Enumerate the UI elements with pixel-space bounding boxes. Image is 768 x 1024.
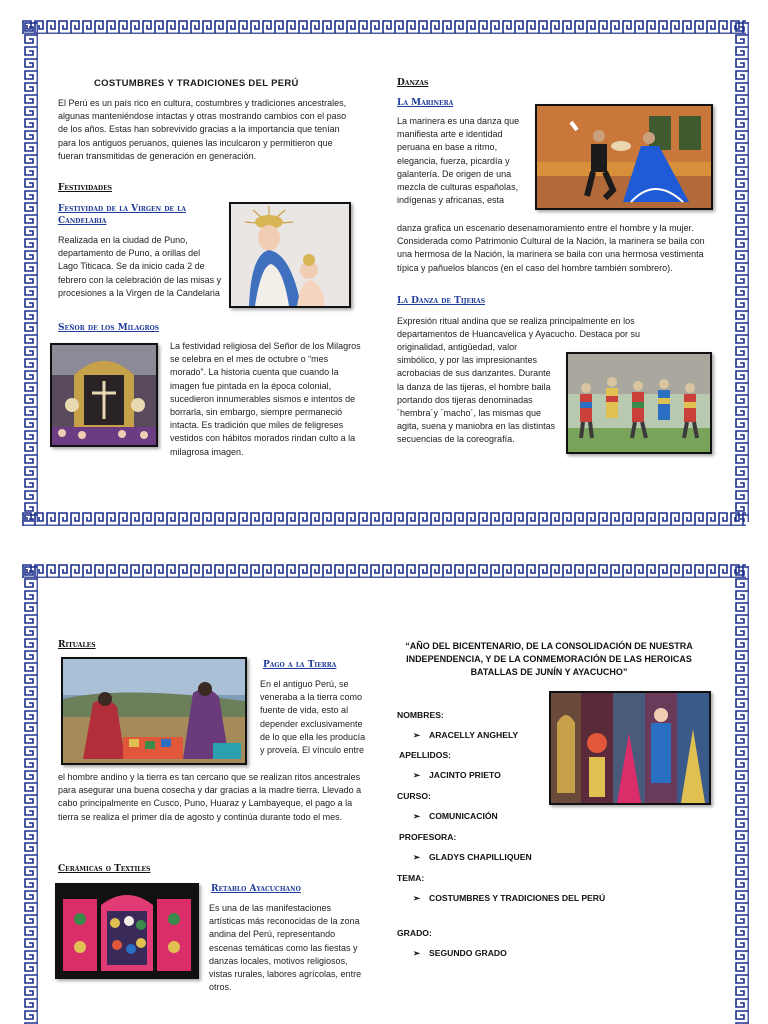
info-bullet-icon: ➢ bbox=[413, 852, 421, 862]
info-value: GLADYS CHAPILLIQUEN bbox=[429, 852, 532, 862]
page-title: COSTUMBRES Y TRADICIONES DEL PERÚ bbox=[94, 78, 299, 89]
rituales-heading: Rituales bbox=[58, 640, 96, 650]
info-label: TEMA: bbox=[397, 873, 425, 883]
pago-tierra-text-b: el hombre andino y la tierra es tan cercano que se realizan ritos ancestrales para asegurar una buena cosecha y dar gracias a la madre tierra. Llevado a cabo principalmente en Cusco, Puno, Huaraz y Lambayeque, el pago a la tierra se realiza el primer día de agosto y continúa durante todo el mes. bbox=[58, 772, 362, 822]
danza-tijeras-image bbox=[566, 352, 712, 454]
candelaria-text: Realizada en la ciudad de Puno, departamento de Puno, a orillas del Lago Titicaca. Se da inicio cada 2 de febrero con la celebración de las misas y procesiones a la Virgen de la Candelaria bbox=[58, 235, 222, 298]
info-bullet-icon: ➢ bbox=[413, 730, 421, 740]
tijeras-text-b: originalidad, antigüedad, valor simbólico, y por las impresionantes acrobacias de sus danzantes. Durante la danza de las tijeras, el hombre baila portando dos tijeras denominadas ´hembra´y ´macho´, las mismas que agita, suena y maniobra en las distintas secuencias de la coreografía. bbox=[397, 342, 556, 445]
ceramicas-heading: Cerámicas o Textiles bbox=[58, 864, 151, 874]
retablo-title: Retablo Ayacuchano bbox=[211, 884, 301, 894]
marinera-title: La Marinera bbox=[397, 98, 454, 108]
pago-tierra-image bbox=[61, 657, 247, 765]
tijeras-text-a: Expresión ritual andina que se realiza principalmente en los departamentos de Huancavelica y Ayacucho. Destaca por su bbox=[397, 316, 640, 340]
info-value: JACINTO PRIETO bbox=[429, 770, 501, 780]
senor-milagros-image bbox=[50, 343, 158, 447]
greek-border-right bbox=[733, 22, 749, 522]
intro-paragraph: El Perú es un país rico en cultura, costumbres y tradiciones ancestrales, algunas manteniéndose intactas y otras mostrando cambios con el paso de los años. Estas han sobrevivido gracias a la importancia que tenían para los antiguos peruanos, quienes las inculcaron y permitieron que fueran transmitidas de generación en generación. bbox=[58, 98, 347, 161]
milagros-text: La festividad religiosa del Señor de los Milagros se celebra en el mes de octubre o “mes morado”. La historia cuenta que cuando la imagen fue pintada en la época colonial, sucedieron innumerables sismos e intentos de borrarla, sin embargo, siempre permaneció intacta. Es tradición que miles de feligreses vestidos con hábitos morados rindan culto a la milagrosa imagen. bbox=[170, 341, 361, 457]
brochure-page-2 bbox=[0, 560, 768, 1024]
pago-tierra-title: Pago a la Tierra bbox=[263, 660, 337, 670]
info-label: PROFESORA: bbox=[399, 832, 457, 842]
virgen-candelaria-image bbox=[229, 202, 351, 308]
danzas-heading: Danzas bbox=[397, 78, 429, 88]
info-bullet-icon: ➢ bbox=[413, 811, 421, 821]
info-bullet-icon: ➢ bbox=[413, 948, 421, 958]
info-value: ARACELLY ANGHELY bbox=[429, 730, 519, 740]
info-label: CURSO: bbox=[397, 791, 431, 801]
marinera-text-b: danza grafica un escenario desenamoramiento entre el hombre y la mujer. Considerada como Patrimonio Cultural de la Nación, la marinera se baila con una hermosa de la Nación, la marinera se baila con una hermosa vestimenta típica y pañuelos blancos (en el caso del hombre también sombrero). bbox=[397, 223, 705, 273]
info-label: NOMBRES: bbox=[397, 710, 444, 720]
marinera-dance-image bbox=[535, 104, 713, 210]
peru-collage-image bbox=[549, 691, 711, 805]
info-bullet-icon: ➢ bbox=[413, 770, 421, 780]
info-bullet-icon: ➢ bbox=[413, 893, 421, 903]
info-label: GRADO: bbox=[397, 928, 432, 938]
info-value: SEGUNDO GRADO bbox=[429, 948, 507, 958]
tijeras-title: La Danza de Tijeras bbox=[397, 296, 486, 306]
festividades-heading: Festividades bbox=[58, 183, 112, 193]
info-label: APELLIDOS: bbox=[399, 750, 452, 760]
retablo-text: Es una de las manifestaciones artísticas más reconocidas de la zona andina del Perú, representando escenas temáticas como las fiestas y danzas locales, motivos religiosos, vistas rurales, labores agrícolas, entre otros. bbox=[209, 903, 362, 993]
bicentenario-motto: “AÑO DEL BICENTENARIO, DE LA CONSOLIDACIÓN DE NUESTRA INDEPENDENCIA, Y DE LA CONMEMORACIÓN DE LAS HEROICAS BATALLAS DE JUNÍN Y AYACUCHO” bbox=[405, 641, 693, 677]
candelaria-title: Festividad de la Virgen de la Candelaria bbox=[58, 204, 187, 226]
greek-border-top bbox=[22, 562, 746, 578]
info-value: COSTUMBRES Y TRADICIONES DEL PERÚ bbox=[429, 893, 606, 903]
greek-border-top bbox=[22, 18, 746, 34]
marinera-text-a: La marinera es una danza que manifiesta arte e identidad peruana en base a ritmo, elegancia, fuerza, picardía y galantería. De origen de una mezcla de culturas españolas, indígenas y africanas, esta bbox=[397, 116, 520, 206]
greek-border-right bbox=[733, 566, 749, 1024]
pago-tierra-text-a: En el antiguo Perú, se veneraba a la tierra como fuente de vida, esto al depender exclusivamente de lo que ella les producía y proveía. El vínculo entre bbox=[260, 679, 366, 756]
info-value: COMUNICACIÓN bbox=[429, 811, 498, 821]
greek-border-bottom bbox=[22, 510, 746, 526]
greek-border-left bbox=[22, 22, 38, 522]
retablo-ayacuchano-image bbox=[55, 883, 199, 979]
greek-border-left bbox=[22, 566, 38, 1024]
milagros-title: Señor de los Milagros bbox=[58, 323, 160, 333]
